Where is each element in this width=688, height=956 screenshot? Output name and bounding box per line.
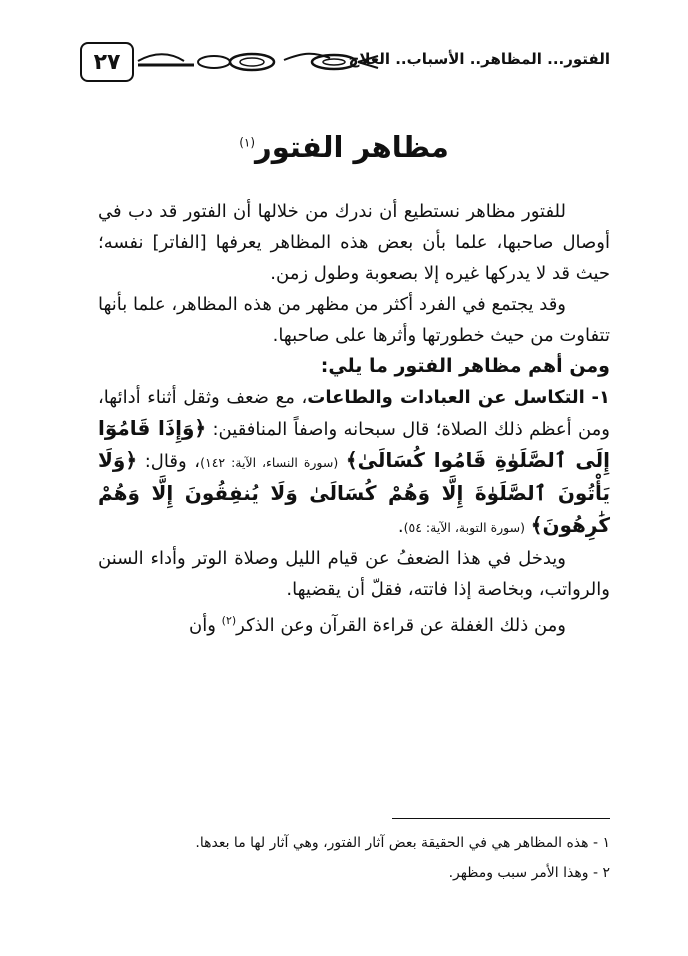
footnotes <box>98 828 610 888</box>
quran-verse-2: ﴿وَلَا يَأْتُونَ ٱلصَّلَوٰةَ إِلَّا وَهُمْ كُسَالَىٰ وَلَا يُنفِقُونَ إِلَّا وَهُمْ كَٰرِهُونَ﴾ <box>98 448 610 537</box>
list-item-lead: التكاسل عن العبادات والطاعات <box>307 387 585 408</box>
running-header <box>80 40 610 84</box>
paragraph-4-footnote-ref: (٢) <box>221 614 237 627</box>
list-item-1 <box>98 382 610 543</box>
ornament-divider <box>134 44 384 78</box>
verse-reference-2: (سورة التوبة، الآية: ٥٤) <box>403 520 525 535</box>
title-footnote-ref: (١) <box>239 135 256 150</box>
paragraph-4 <box>98 605 610 641</box>
footnote-2: ٢ - وهذا الأمر سبب ومظهر. <box>448 865 610 881</box>
list-item-text-b: ، وقال: <box>137 451 201 472</box>
list-item-text-a: ، مع ضعف وثقل أثناء أدائها، ومن أعظم ذلك الصلاة؛ قال سبحانه واصفاً المنافقين: <box>98 387 610 440</box>
page-title <box>0 130 688 164</box>
quran-verse-1: ﴿وَإِذَا قَامُوٓا إِلَى ٱلصَّلَوٰةِ قَامُوا كُسَالَىٰ﴾ <box>98 416 610 472</box>
paragraph-3: ويدخل في هذا الضعفُ عن قيام الليل وصلاة الوتر وأداء السنن والرواتب، وبخاصة إذا فاتته، فقلّ أن يقضيها. <box>98 548 610 600</box>
list-item-text-c: . <box>397 516 404 537</box>
footnote-divider <box>392 818 610 819</box>
list-heading: ومن أهم مظاهر الفتور ما يلي: <box>320 355 610 377</box>
page-number-box <box>80 42 134 82</box>
running-title: الفتور... المظاهر.. الأسباب.. العلاج <box>348 50 610 68</box>
page-title-text: مظاهر الفتور <box>255 130 449 164</box>
verse-reference-1: (سورة النساء، الآية: ١٤٢) <box>200 455 339 470</box>
paragraph-4-end: وأن <box>189 615 222 636</box>
list-item-number: ١- <box>591 387 610 408</box>
paragraph-intro-2: وقد يجتمع في الفرد أكثر من مظهر من هذه المظاهر، علما بأنها تتفاوت من حيث خطورتها وأثرها على صاحبها. <box>98 294 610 346</box>
body-text <box>98 196 610 641</box>
paragraph-4-text: ومن ذلك الغفلة عن قراءة القرآن وعن الذكر <box>236 615 566 636</box>
page-number: ٢٧ <box>93 49 121 75</box>
paragraph-intro-1: للفتور مظاهر نستطيع أن ندرك من خلالها أن الفتور قد دب في أوصال صاحبها، علما بأن بعض هذه المظاهر يعرفها [الفاتر] نفسه؛ حيث قد لا يدركها غيره إلا بصعوبة وطول زمن. <box>98 201 610 284</box>
footnote-1: ١ - هذه المظاهر هي في الحقيقة بعض آثار الفتور، وهي آثار لها ما بعدها. <box>195 835 610 851</box>
